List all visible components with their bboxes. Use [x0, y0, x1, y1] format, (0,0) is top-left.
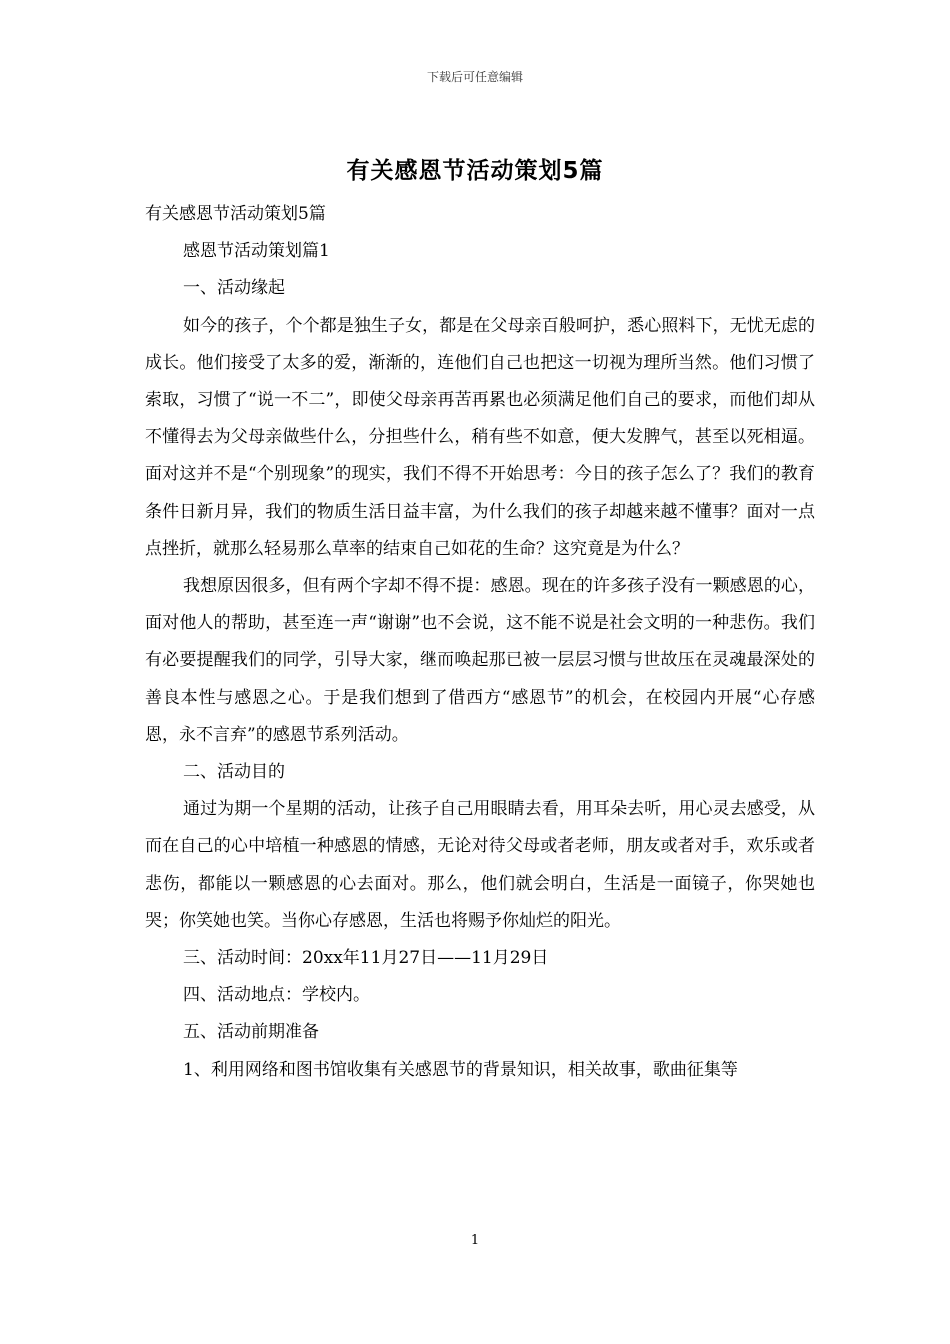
section-heading: 二、活动目的 — [183, 762, 285, 783]
section-heading: 五、活动前期准备 — [183, 1022, 319, 1043]
list-item: 1、利用网络和图书馆收集有关感恩节的背景知识，相关故事，歌曲征集等 — [183, 1059, 738, 1080]
section-heading: 一、活动缘起 — [183, 278, 285, 299]
section-heading: 感恩节活动策划篇1 — [183, 241, 330, 262]
document-body — [145, 196, 815, 1089]
section-heading: 四、活动地点：学校内。 — [183, 985, 370, 1006]
page-number: 1 — [470, 1233, 480, 1248]
document-title: 有关感恩节活动策划5篇 — [346, 158, 604, 184]
section-heading: 三、活动时间：20xx年11月27日——11月29日 — [183, 948, 549, 969]
subtitle-line: 有关感恩节活动策划5篇 — [145, 204, 326, 224]
body-paragraph: 通过为期一个星期的活动，让孩子自己用眼睛去看，用耳朵去听，用心灵去感受，从而在自己的心中培植一种感恩的情感，无论对待父母或者老师，朋友或者对手，欢乐或者悲伤，都能以一颗感恩的心去面对。那么，他们就会明白，生活是一面镜子，你哭她也哭；你笑她也笑。当你心存感恩，生活也将赐予你灿烂的阳光。 — [145, 799, 815, 931]
page-header: 下载后可任意编辑 — [426, 70, 523, 84]
body-paragraph: 我想原因很多，但有两个字却不得不提：感恩。现在的许多孩子没有一颗感恩的心，面对他人的帮助，甚至连一声“谢谢”也不会说，这不能不说是社会文明的一种悲伤。我们有必要提醒我们的同学，引导大家，继而唤起那已被一层层习惯与世故压在灵魂最深处的善良本性与感恩之心。于是我们想到了借西方“感恩节”的机会，在校园内开展“心存感恩，永不言弃”的感恩节系列活动。 — [145, 576, 815, 745]
body-paragraph: 如今的孩子，个个都是独生子女，都是在父母亲百般呵护，悉心照料下，无忧无虑的成长。他们接受了太多的爱，渐渐的，连他们自己也把这一切视为理所当然。他们习惯了索取，习惯了“说一不二”，即使父母亲再苦再累也必须满足他们自己的要求，而他们却从不懂得去为父母亲做些什么，分担些什么，稍有些不如意，便大发脾气，甚至以死相逼。面对这并不是“个别现象”的现实，我们不得不开始思考：今日的孩子怎么了？我们的教育条件日新月异，我们的物质生活日益丰富，为什么我们的孩子却越来越不懂事？面对一点点挫折，就那么轻易那么草率的结束自己如花的生命？这究竟是为什么？ — [145, 315, 815, 559]
